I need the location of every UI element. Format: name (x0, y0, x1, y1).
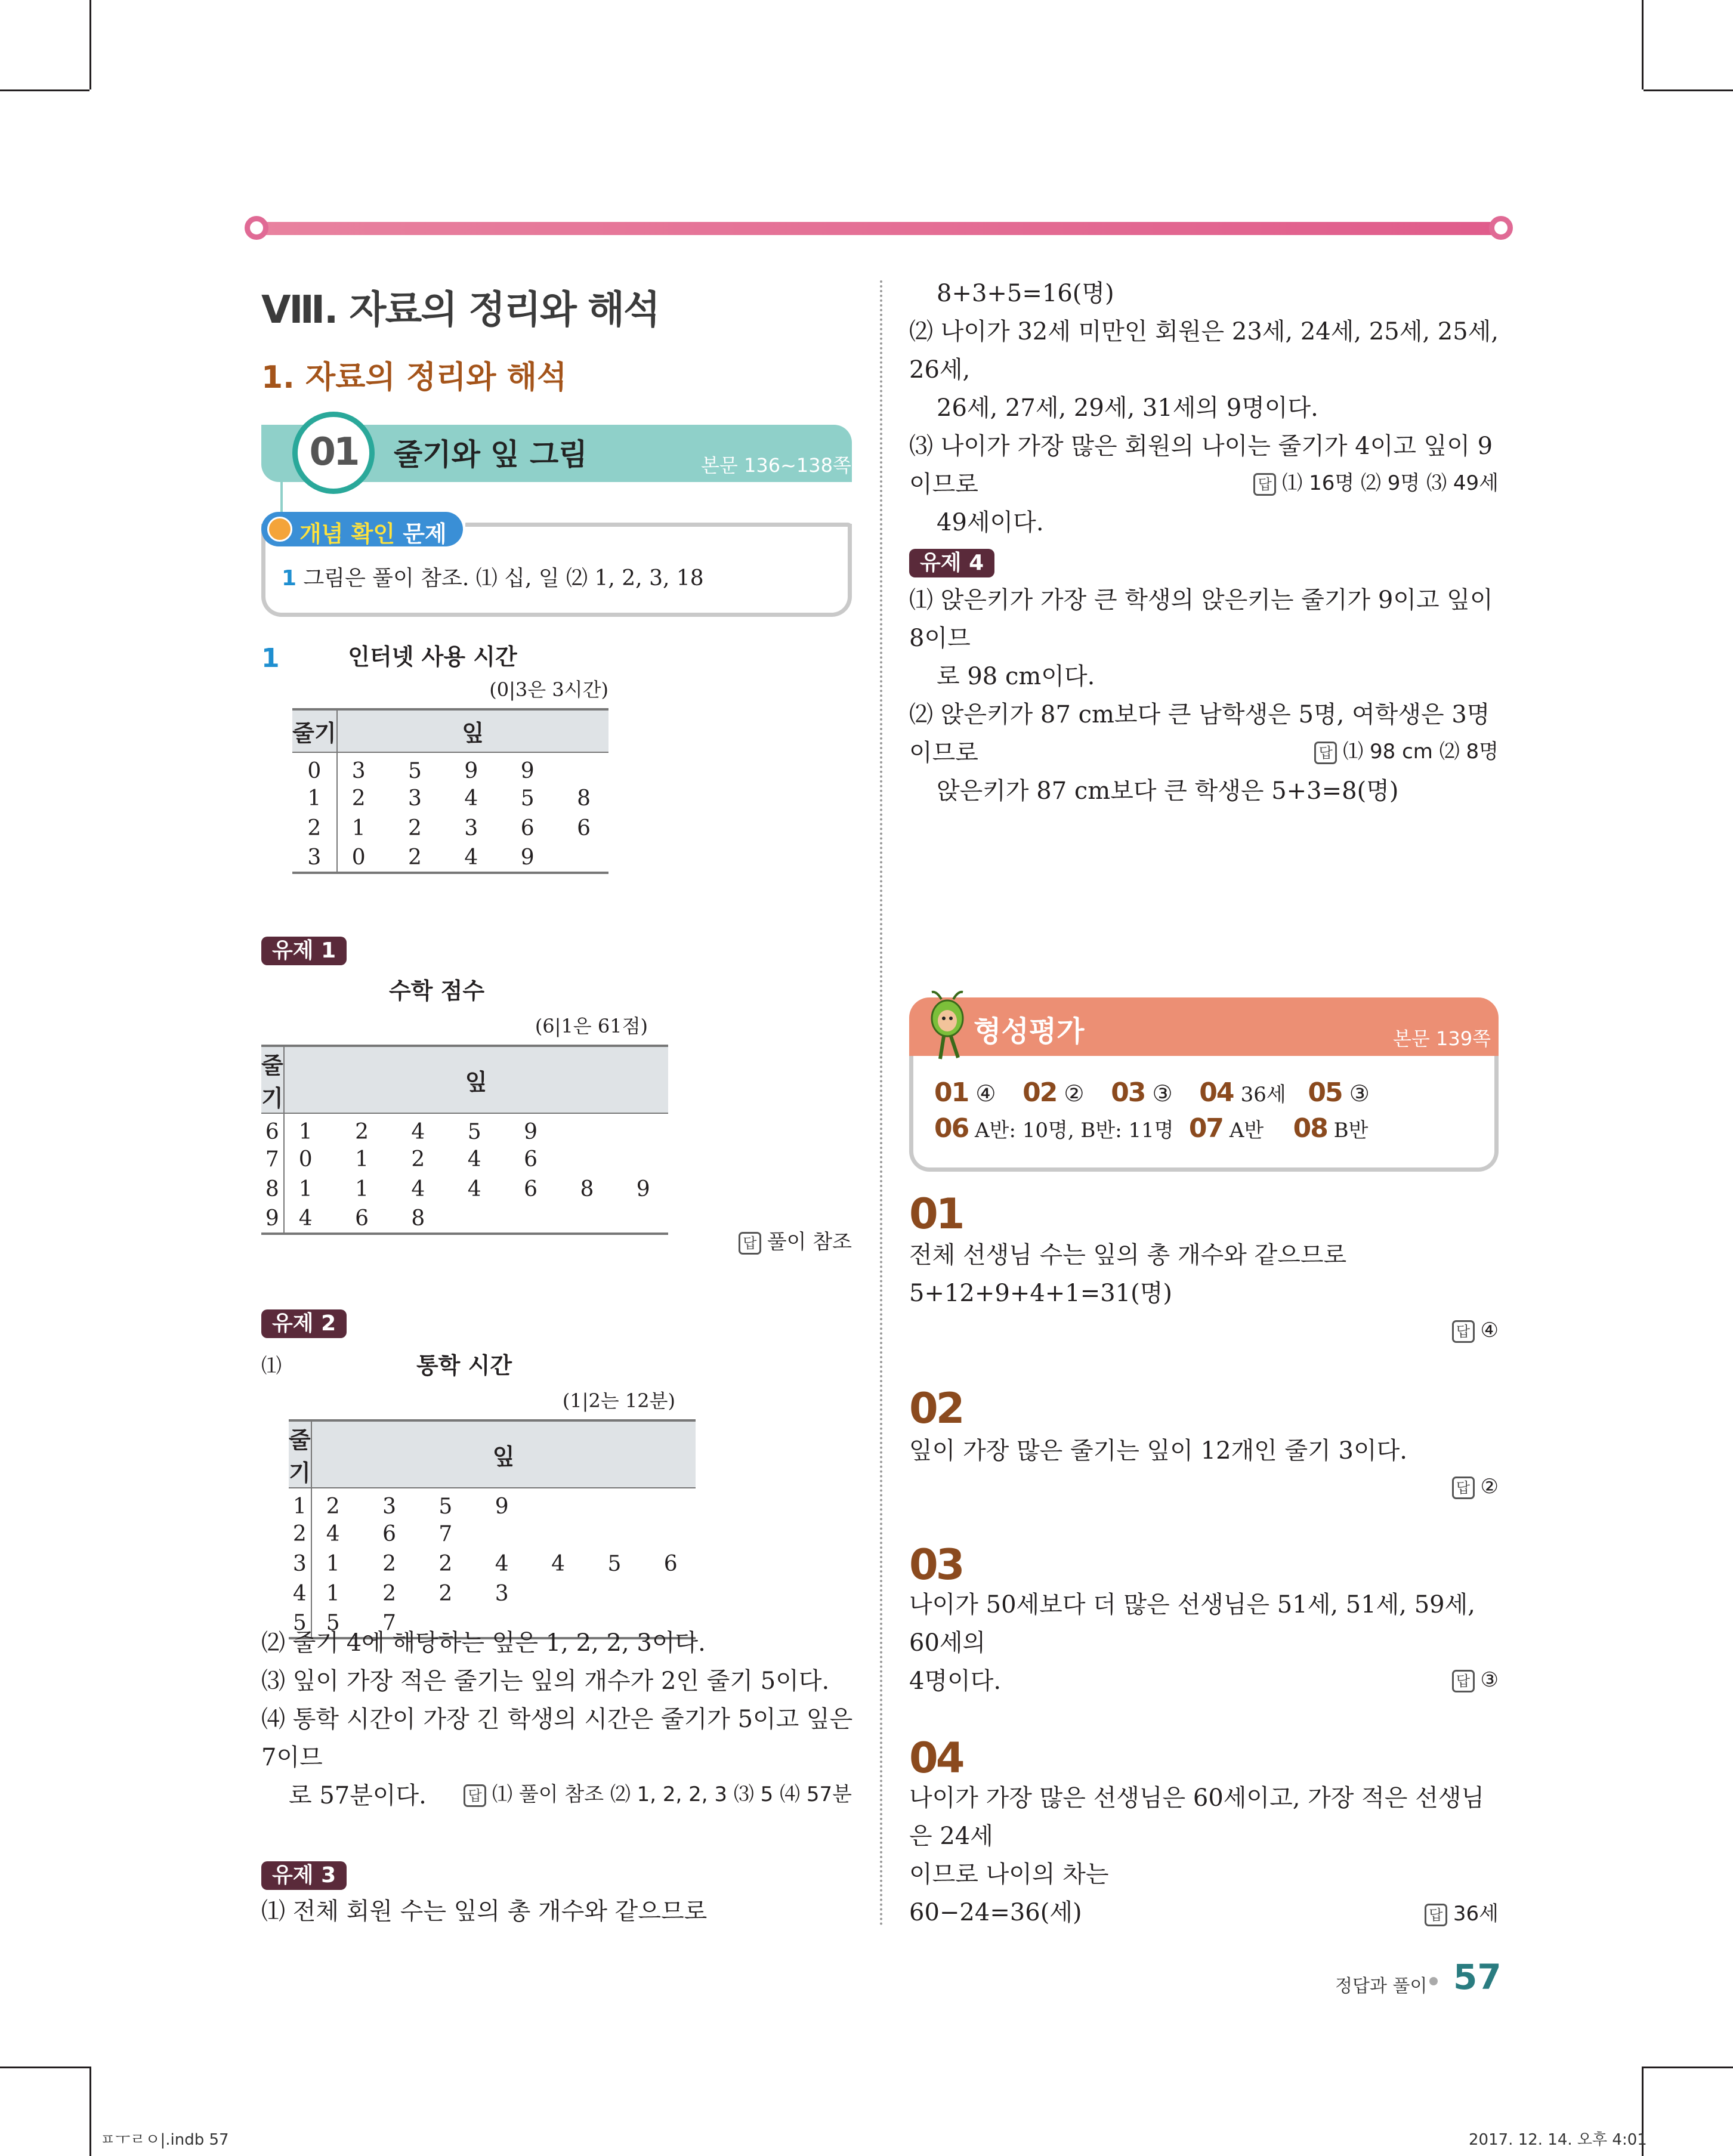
concept-check-item (282, 560, 704, 598)
concept-check-highlight: 개념 확인 (299, 521, 396, 547)
solution-text: 나이가 50세보다 더 많은 선생님은 51세, 51세, 59세, 60세의 4명이다. (909, 1591, 1475, 1695)
ex2-title: 통학 시간 (416, 1352, 512, 1379)
answer-item: 03 ③ (1111, 1077, 1173, 1108)
concept-item-number: 1 (282, 566, 297, 591)
crop-mark (0, 89, 89, 91)
ex1-header-leaf: 잎 (284, 1046, 668, 1113)
answer-icon: 답 (1314, 742, 1337, 764)
ex3-line: ⑵ 나이가 32세 미만인 회원은 23세, 24세, 25세, 25세, 26세, (909, 318, 1499, 384)
ex2-part1-label: ⑴ (261, 1354, 282, 1378)
table-row: 1 2 3 4 5 8 (292, 783, 608, 813)
crop-mark (1642, 0, 1644, 89)
page-number: 57 (1453, 1957, 1502, 1997)
answer-icon: 답 (1452, 1320, 1475, 1343)
ex3-line: 26세, 27세, 29세, 31세의 9명이다. (937, 394, 1318, 422)
ex2-line: ⑵ 줄기 4에 해당하는 잎은 1, 2, 2, 3이다. (261, 1629, 706, 1657)
answer-icon: 답 (1425, 1904, 1447, 1926)
crop-mark (1644, 2067, 1733, 2068)
table-row: 1 2 3 5 9 (289, 1488, 696, 1519)
banner-connector (280, 482, 283, 512)
ex3-badge: 유제 3 (261, 1861, 347, 1890)
assessment-answers-row2 (934, 1113, 1383, 1144)
chapter-title: Ⅷ. 자료의 정리와 해석 (261, 288, 659, 332)
table1-header-stem: 줄기 (292, 709, 337, 752)
ex2-answer (418, 1778, 852, 1807)
ex2-table (289, 1419, 696, 1639)
table1-item-number: 1 (261, 643, 280, 674)
assessment-answers-row1 (934, 1077, 1389, 1108)
ex1-header-stem: 줄기 (261, 1046, 284, 1113)
mascot-icon (923, 987, 971, 1065)
assessment-page-ref: 본문 139쪽 (1393, 1027, 1491, 1050)
ex2-badge: 유제 2 (261, 1309, 347, 1338)
ex3-line: 8+3+5=16(명) (937, 280, 1114, 307)
ex4-answer-text: ⑴ 98 cm ⑵ 8명 (1343, 740, 1499, 764)
solution-number: 04 (909, 1734, 963, 1783)
ex2-line: 로 57분이다. (289, 1782, 427, 1809)
answer-item: 04 36세 (1199, 1077, 1286, 1108)
table-row: 4 1 2 2 3 (289, 1579, 696, 1608)
ex1-answer (537, 1225, 852, 1255)
table-row: 9 4 6 8 (261, 1204, 668, 1234)
lesson-page-ref: 본문 136~138쪽 (701, 454, 851, 477)
table-row: 2 4 6 7 (289, 1519, 696, 1549)
ex3-answer (1133, 467, 1499, 496)
ex2-line: ⑶ 잎이 가장 적은 줄기는 잎의 개수가 2인 줄기 5이다. (261, 1667, 830, 1695)
table1 (292, 708, 608, 874)
ex1-answer-text: 풀이 참조 (767, 1230, 852, 1254)
table1-key: (0|3은 3시간) (489, 678, 608, 701)
concept-check-rest: 문제 (403, 521, 447, 547)
rule-end-dot (245, 216, 268, 240)
table-row: 5 5 7 (289, 1608, 696, 1638)
ex4-line: 앉은키가 87 cm보다 큰 학생은 5+3=8(명) (937, 777, 1399, 805)
ex1-key: (6|1은 61점) (535, 1015, 648, 1037)
rule-end-dot (1489, 216, 1513, 240)
crop-mark (0, 2067, 89, 2068)
solution-text: 잎이 가장 많은 줄기는 잎이 12개인 줄기 3이다. (909, 1437, 1407, 1465)
ex1-table (261, 1045, 668, 1235)
table1-title: 인터넷 사용 시간 (348, 644, 517, 670)
answer-icon: 답 (1253, 473, 1276, 496)
solution-answer: 답 ② (1312, 1475, 1499, 1499)
solution-number: 01 (909, 1190, 963, 1238)
solution-number: 03 (909, 1540, 963, 1589)
crop-mark (89, 0, 91, 89)
footer-label: 정답과 풀이 (1335, 1976, 1428, 1997)
assessment-title: 형성평가 (974, 1015, 1085, 1048)
ex3-answer-text: ⑴ 16명 ⑵ 9명 ⑶ 49세 (1282, 471, 1499, 495)
ex4-answer (1133, 735, 1499, 764)
ex2-block (289, 1347, 696, 1639)
solution-answer: 답 ④ (1312, 1318, 1499, 1343)
crop-mark (1644, 89, 1733, 91)
table-row: 2 1 2 3 6 6 (292, 813, 608, 843)
column-divider (880, 280, 882, 1927)
ex4-badge: 유제 4 (909, 549, 994, 577)
ex2-answer-text: ⑴ 풀이 참조 ⑵ 1, 2, 2, 3 ⑶ 5 ⑷ 57분 (492, 1783, 852, 1806)
answer-icon: 답 (1452, 1477, 1475, 1499)
table-row: 7 0 1 2 4 6 (261, 1144, 668, 1174)
table-row: 3 1 2 2 4 4 5 6 (289, 1549, 696, 1579)
ex3-line: 49세이다. (937, 509, 1044, 536)
ex4-line: 로 98 cm이다. (937, 663, 1095, 690)
top-rule (251, 222, 1503, 235)
ex2-header-stem: 줄기 (289, 1420, 311, 1488)
table-row: 0 3 5 9 9 (292, 752, 608, 783)
answer-icon: 답 (1452, 1670, 1475, 1692)
ex4-text (909, 581, 1506, 810)
ex3-line: ⑴ 전체 회원 수는 잎의 총 개수와 같으므로 (261, 1898, 708, 1925)
lesson-title: 줄기와 잎 그림 (394, 437, 588, 472)
concept-item-text: 그림은 풀이 참조. ⑴ 십, 일 ⑵ 1, 2, 3, 18 (303, 566, 704, 591)
file-name: ㅍㅜㄹㅇ|.indb 57 (100, 2131, 229, 2149)
print-timestamp: 2017. 12. 14. 오후 4:01 (1469, 2131, 1647, 2149)
answer-item: 02 ② (1022, 1077, 1085, 1108)
ex1-block (261, 972, 668, 1235)
table-row: 3 0 2 4 9 (292, 843, 608, 873)
crop-mark (89, 2067, 91, 2156)
answer-item: 06 A반: 10명, B반: 11명 (934, 1113, 1174, 1144)
concept-check-label-text (299, 515, 447, 548)
ex1-title: 수학 점수 (388, 978, 485, 1004)
lightbulb-icon (267, 517, 292, 542)
ex2-header-leaf: 잎 (311, 1420, 696, 1488)
answer-item: 07 A반 (1188, 1113, 1264, 1144)
footer-bullet (1429, 1977, 1438, 1985)
concept-check-topline (465, 523, 852, 527)
table1-header-leaf: 잎 (337, 709, 608, 752)
table-row: 8 1 1 4 4 6 8 9 (261, 1174, 668, 1204)
ex2-line: ⑷ 통학 시간이 가장 긴 학생의 시간은 줄기가 5이고 잎은 7이므 (261, 1706, 853, 1771)
answer-icon: 답 (464, 1784, 486, 1807)
answer-item: 01 ④ (934, 1077, 996, 1108)
section-title: 1. 자료의 정리와 해석 (261, 360, 567, 396)
ex3-line: ⑶ 나이가 가장 많은 회원의 나이는 줄기가 4이고 잎이 9이므로 (909, 433, 1493, 498)
ex3-continued (909, 274, 1506, 542)
lesson-number-circle (292, 412, 375, 494)
solution-text: 나이가 가장 많은 선생님은 60세이고, 가장 적은 선생님은 24세 이므로 나이의 차는 60−24=36(세) (909, 1784, 1485, 1926)
lesson-number: 01 (309, 430, 358, 474)
ex2-key: (1|2는 12분) (562, 1389, 675, 1412)
ex4-line: ⑴ 앉은키가 가장 큰 학생의 앉은키는 줄기가 9이고 잎이 8이므 (909, 586, 1493, 652)
solution-answer: 답 ③ (1312, 1668, 1499, 1692)
solution-number: 02 (909, 1384, 963, 1433)
table1-block (292, 638, 608, 874)
solution-text: 전체 선생님 수는 잎의 총 개수와 같으므로 5+12+9+4+1=31(명) (909, 1241, 1347, 1307)
table-row: 6 1 2 4 5 9 (261, 1113, 668, 1144)
answer-item: 08 B반 (1293, 1113, 1369, 1144)
ex4-line: ⑵ 앉은키가 87 cm보다 큰 남학생은 5명, 여학생은 3명이므로 (909, 701, 1490, 767)
solution-answer: 답 36세 (1312, 1897, 1499, 1926)
answer-icon: 답 (739, 1232, 761, 1255)
answer-item: 05 ③ (1308, 1077, 1370, 1108)
ex1-badge: 유제 1 (261, 937, 347, 965)
